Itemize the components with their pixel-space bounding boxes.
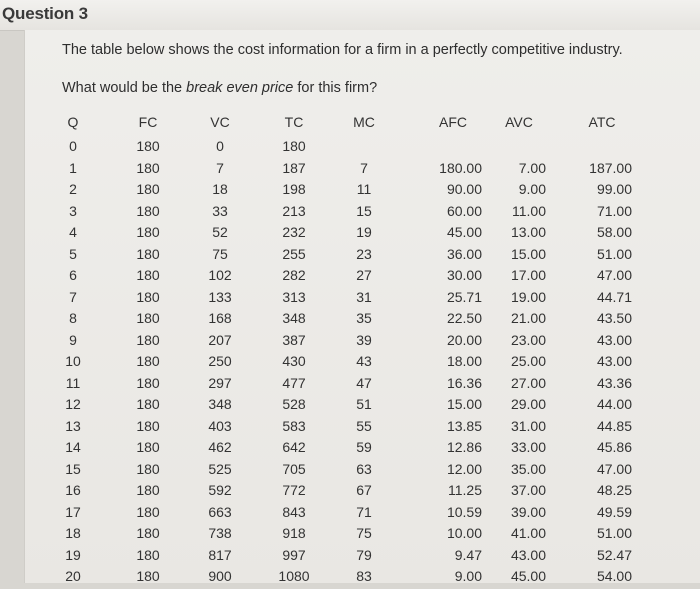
cell-vc: 7 bbox=[216, 160, 224, 176]
cell-tc: 282 bbox=[282, 267, 306, 283]
cell-avc: 7.00 bbox=[518, 160, 546, 176]
cell-mc: 43 bbox=[356, 353, 372, 369]
cell-afc: 10.59 bbox=[446, 504, 482, 520]
cell-fc: 180 bbox=[136, 504, 160, 520]
cell-fc: 180 bbox=[136, 375, 160, 391]
cell-atc: 187.00 bbox=[589, 160, 632, 176]
cell-atc: 43.00 bbox=[596, 353, 632, 369]
cell-q: 10 bbox=[65, 353, 81, 369]
cell-atc: 54.00 bbox=[596, 568, 632, 584]
table-row bbox=[0, 181, 700, 202]
header-tc: TC bbox=[284, 114, 304, 130]
table-row bbox=[0, 547, 700, 568]
cell-fc: 180 bbox=[136, 547, 160, 563]
table-row bbox=[0, 332, 700, 353]
table-row bbox=[0, 160, 700, 181]
cell-atc: 47.00 bbox=[596, 461, 632, 477]
cell-q: 2 bbox=[69, 181, 77, 197]
cell-q: 0 bbox=[69, 138, 77, 154]
cell-afc: 60.00 bbox=[446, 203, 482, 219]
header-mc: MC bbox=[353, 114, 375, 130]
cell-mc: 51 bbox=[356, 396, 372, 412]
cell-vc: 75 bbox=[212, 246, 228, 262]
cell-atc: 58.00 bbox=[596, 224, 632, 240]
cell-afc: 36.00 bbox=[446, 246, 482, 262]
cell-tc: 583 bbox=[282, 418, 306, 434]
cell-afc: 22.50 bbox=[446, 310, 482, 326]
question-header bbox=[0, 0, 700, 31]
cell-avc: 11.00 bbox=[512, 203, 546, 219]
cell-avc: 43.00 bbox=[510, 547, 546, 563]
cell-mc: 35 bbox=[356, 310, 372, 326]
cell-fc: 180 bbox=[136, 160, 160, 176]
cell-tc: 198 bbox=[282, 181, 306, 197]
cell-vc: 207 bbox=[208, 332, 232, 348]
table-header-row bbox=[0, 114, 700, 135]
cell-fc: 180 bbox=[136, 203, 160, 219]
cell-avc: 21.00 bbox=[510, 310, 546, 326]
cell-avc: 37.00 bbox=[510, 482, 546, 498]
cell-fc: 180 bbox=[136, 138, 160, 154]
cell-vc: 462 bbox=[208, 439, 232, 455]
question-text-prefix: What would be the bbox=[62, 80, 187, 96]
cell-q: 15 bbox=[65, 461, 81, 477]
cell-mc: 7 bbox=[360, 160, 368, 176]
cell-fc: 180 bbox=[136, 267, 160, 283]
cell-afc: 30.00 bbox=[446, 267, 482, 283]
cell-tc: 918 bbox=[282, 525, 306, 541]
cell-mc: 11 bbox=[356, 181, 372, 197]
cell-vc: 592 bbox=[208, 482, 232, 498]
table-row bbox=[0, 482, 700, 503]
header-afc: AFC bbox=[439, 114, 467, 130]
table-row bbox=[0, 568, 700, 589]
table-row bbox=[0, 246, 700, 267]
cell-fc: 180 bbox=[136, 418, 160, 434]
cell-vc: 33 bbox=[212, 203, 228, 219]
table-row bbox=[0, 138, 700, 159]
cell-afc: 15.00 bbox=[446, 396, 482, 412]
cell-tc: 477 bbox=[282, 375, 306, 391]
cell-tc: 642 bbox=[282, 439, 306, 455]
cell-avc: 15.00 bbox=[510, 246, 546, 262]
cell-mc: 27 bbox=[356, 267, 372, 283]
cell-q: 7 bbox=[69, 289, 77, 305]
table-row bbox=[0, 525, 700, 546]
cell-avc: 29.00 bbox=[510, 396, 546, 412]
cell-mc: 75 bbox=[356, 525, 372, 541]
header-avc: AVC bbox=[505, 114, 533, 130]
cell-avc: 9.00 bbox=[518, 181, 546, 197]
cell-mc: 63 bbox=[356, 461, 372, 477]
table-row bbox=[0, 375, 700, 396]
cell-fc: 180 bbox=[136, 439, 160, 455]
cell-q: 8 bbox=[69, 310, 77, 326]
cell-afc: 18.00 bbox=[446, 353, 482, 369]
cell-vc: 52 bbox=[212, 224, 228, 240]
cell-mc: 31 bbox=[356, 289, 372, 305]
cell-fc: 180 bbox=[136, 482, 160, 498]
cell-vc: 663 bbox=[208, 504, 232, 520]
header-atc: ATC bbox=[588, 114, 616, 130]
cell-avc: 25.00 bbox=[510, 353, 546, 369]
cell-q: 13 bbox=[65, 418, 81, 434]
cell-vc: 403 bbox=[208, 418, 232, 434]
cell-vc: 133 bbox=[208, 289, 232, 305]
cell-fc: 180 bbox=[136, 461, 160, 477]
cell-afc: 12.00 bbox=[446, 461, 482, 477]
table-row bbox=[0, 461, 700, 482]
cell-afc: 9.00 bbox=[454, 568, 482, 584]
cell-mc: 47 bbox=[356, 375, 372, 391]
question-title: Question 3 bbox=[2, 4, 88, 23]
cell-atc: 43.00 bbox=[596, 332, 632, 348]
cell-q: 5 bbox=[69, 246, 77, 262]
cell-tc: 313 bbox=[282, 289, 306, 305]
cell-avc: 33.00 bbox=[510, 439, 546, 455]
cell-atc: 52.47 bbox=[596, 547, 632, 563]
cell-avc: 31.00 bbox=[510, 418, 546, 434]
cell-avc: 23.00 bbox=[510, 332, 546, 348]
cell-q: 9 bbox=[69, 332, 77, 348]
cell-vc: 525 bbox=[208, 461, 232, 477]
cell-fc: 180 bbox=[136, 525, 160, 541]
cell-afc: 16.36 bbox=[446, 375, 482, 391]
cell-tc: 1080 bbox=[278, 568, 310, 584]
header-q: Q bbox=[67, 114, 79, 130]
cell-tc: 255 bbox=[282, 246, 306, 262]
cell-fc: 180 bbox=[136, 289, 160, 305]
cell-vc: 18 bbox=[212, 181, 228, 197]
cell-avc: 45.00 bbox=[510, 568, 546, 584]
cell-fc: 180 bbox=[136, 568, 160, 584]
table-row bbox=[0, 396, 700, 417]
cell-tc: 772 bbox=[282, 482, 306, 498]
table-row bbox=[0, 203, 700, 224]
cell-avc: 41.00 bbox=[510, 525, 546, 541]
cell-atc: 49.59 bbox=[596, 504, 632, 520]
cell-fc: 180 bbox=[136, 396, 160, 412]
cell-tc: 843 bbox=[282, 504, 306, 520]
cell-q: 16 bbox=[65, 482, 81, 498]
cell-tc: 232 bbox=[282, 224, 306, 240]
cell-mc: 71 bbox=[356, 504, 372, 520]
cell-avc: 19.00 bbox=[510, 289, 546, 305]
cell-mc: 79 bbox=[356, 547, 372, 563]
cell-atc: 44.71 bbox=[596, 289, 632, 305]
cell-avc: 39.00 bbox=[510, 504, 546, 520]
cell-avc: 17.00 bbox=[510, 267, 546, 283]
cell-tc: 528 bbox=[282, 396, 306, 412]
cell-vc: 250 bbox=[208, 353, 232, 369]
cell-avc: 13.00 bbox=[510, 224, 546, 240]
cell-mc: 59 bbox=[356, 439, 372, 455]
cell-vc: 348 bbox=[208, 396, 232, 412]
cell-afc: 25.71 bbox=[446, 289, 482, 305]
cell-q: 11 bbox=[65, 375, 81, 391]
cell-atc: 47.00 bbox=[596, 267, 632, 283]
cell-atc: 43.50 bbox=[596, 310, 632, 326]
cell-atc: 51.00 bbox=[596, 525, 632, 541]
cell-afc: 13.85 bbox=[446, 418, 482, 434]
cell-afc: 90.00 bbox=[446, 181, 482, 197]
cell-atc: 51.00 bbox=[596, 246, 632, 262]
question-text-line1: The table below shows the cost information for a firm in a perfectly competitive industry. bbox=[62, 42, 623, 58]
cell-tc: 430 bbox=[282, 353, 306, 369]
cell-fc: 180 bbox=[136, 246, 160, 262]
cell-tc: 187 bbox=[282, 160, 306, 176]
table-row bbox=[0, 289, 700, 310]
table-row bbox=[0, 418, 700, 439]
cell-vc: 817 bbox=[208, 547, 232, 563]
cell-tc: 348 bbox=[282, 310, 306, 326]
cell-q: 3 bbox=[69, 203, 77, 219]
cell-tc: 387 bbox=[282, 332, 306, 348]
cell-mc: 15 bbox=[356, 203, 372, 219]
cell-atc: 44.85 bbox=[596, 418, 632, 434]
cell-afc: 9.47 bbox=[454, 547, 482, 563]
cell-tc: 180 bbox=[282, 138, 306, 154]
cell-q: 17 bbox=[65, 504, 81, 520]
question-text-line2 bbox=[62, 80, 377, 96]
cell-vc: 102 bbox=[208, 267, 232, 283]
table-row bbox=[0, 353, 700, 374]
cell-mc: 83 bbox=[356, 568, 372, 584]
header-vc: VC bbox=[210, 114, 230, 130]
cell-mc: 19 bbox=[356, 224, 372, 240]
cell-tc: 997 bbox=[282, 547, 306, 563]
cell-afc: 12.86 bbox=[446, 439, 482, 455]
table-row bbox=[0, 439, 700, 460]
table-row bbox=[0, 224, 700, 245]
question-text-suffix: for this firm? bbox=[293, 80, 378, 96]
cell-q: 20 bbox=[65, 568, 81, 584]
cell-mc: 55 bbox=[356, 418, 372, 434]
cell-atc: 48.25 bbox=[596, 482, 632, 498]
table-row bbox=[0, 504, 700, 525]
cell-avc: 27.00 bbox=[510, 375, 546, 391]
cell-q: 4 bbox=[69, 224, 77, 240]
cell-afc: 10.00 bbox=[446, 525, 482, 541]
cell-mc: 39 bbox=[356, 332, 372, 348]
cell-fc: 180 bbox=[136, 310, 160, 326]
cell-afc: 11.25 bbox=[448, 482, 482, 498]
cell-fc: 180 bbox=[136, 224, 160, 240]
cell-afc: 45.00 bbox=[446, 224, 482, 240]
cell-vc: 297 bbox=[208, 375, 232, 391]
table-row bbox=[0, 310, 700, 331]
cell-q: 18 bbox=[65, 525, 81, 541]
cell-mc: 67 bbox=[356, 482, 372, 498]
cell-atc: 45.86 bbox=[596, 439, 632, 455]
cell-q: 12 bbox=[65, 396, 81, 412]
table-row bbox=[0, 267, 700, 288]
cell-vc: 900 bbox=[208, 568, 232, 584]
cell-tc: 213 bbox=[282, 203, 306, 219]
header-fc: FC bbox=[138, 114, 158, 130]
cell-q: 6 bbox=[69, 267, 77, 283]
cell-q: 14 bbox=[65, 439, 81, 455]
cell-afc: 20.00 bbox=[446, 332, 482, 348]
cell-vc: 0 bbox=[216, 138, 224, 154]
cell-vc: 168 bbox=[208, 310, 232, 326]
cell-fc: 180 bbox=[136, 332, 160, 348]
cell-tc: 705 bbox=[282, 461, 306, 477]
cell-q: 19 bbox=[65, 547, 81, 563]
cell-atc: 44.00 bbox=[596, 396, 632, 412]
cell-atc: 71.00 bbox=[596, 203, 632, 219]
question-text-emphasis: break even price bbox=[186, 80, 294, 96]
cell-mc: 23 bbox=[356, 246, 372, 262]
cell-vc: 738 bbox=[208, 525, 232, 541]
cell-atc: 43.36 bbox=[596, 375, 632, 391]
cell-avc: 35.00 bbox=[510, 461, 546, 477]
cell-afc: 180.00 bbox=[439, 160, 482, 176]
cell-q: 1 bbox=[69, 160, 77, 176]
cell-atc: 99.00 bbox=[596, 181, 632, 197]
cell-fc: 180 bbox=[136, 353, 160, 369]
cell-fc: 180 bbox=[136, 181, 160, 197]
